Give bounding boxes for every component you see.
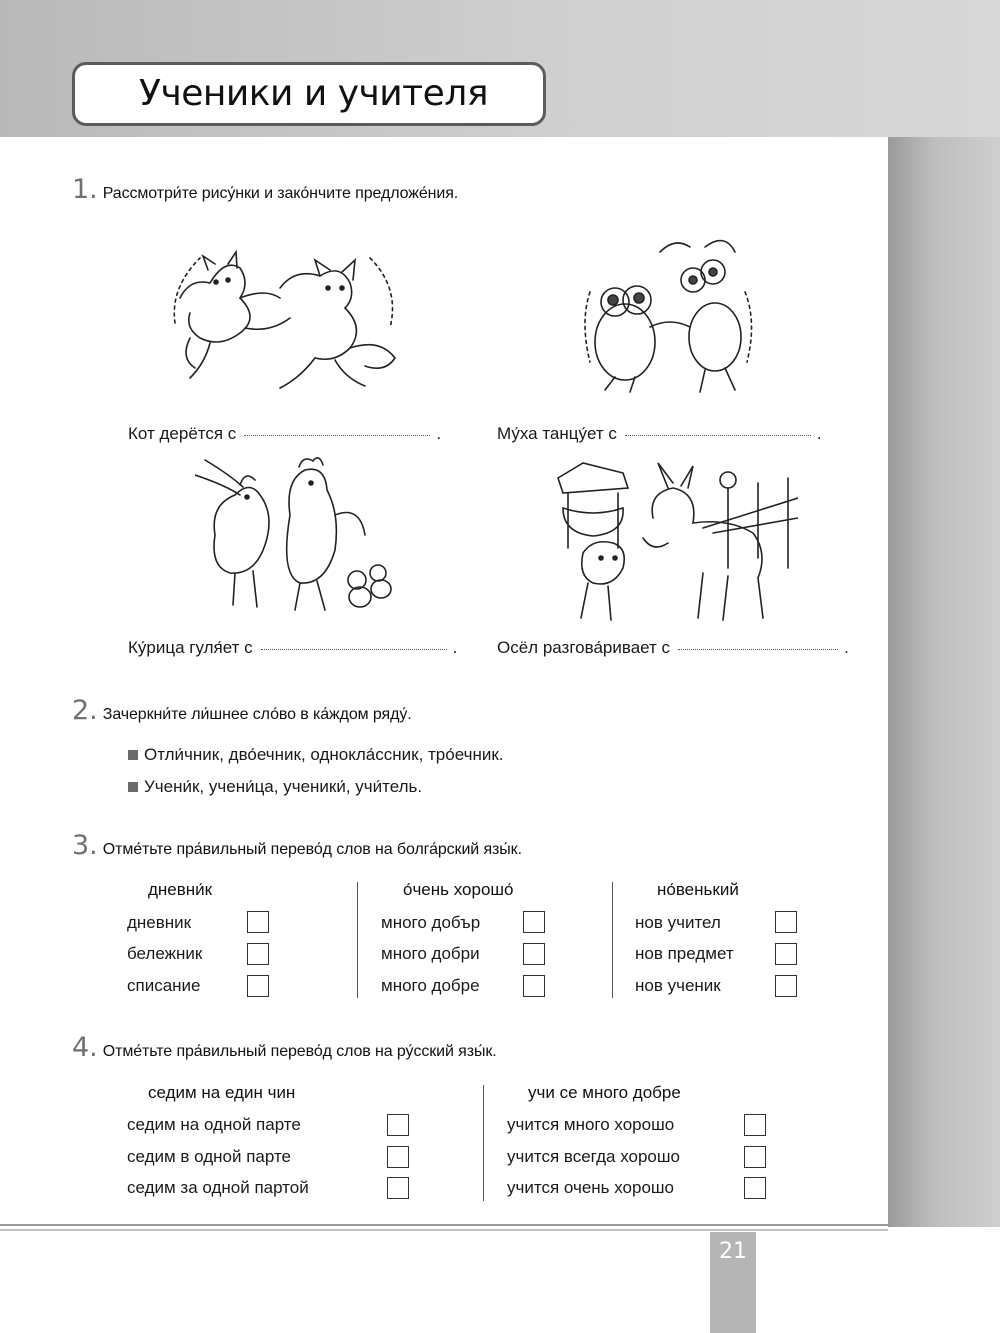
- dancing-flies-illustration: [575, 232, 760, 398]
- sentence-text: Осёл разгова́ривает с: [497, 638, 671, 657]
- sentence-text: Му́ха танцу́ет с: [497, 424, 617, 443]
- checkbox[interactable]: [744, 1177, 766, 1199]
- sentence-text: Ку́рица гуля́ет с: [128, 638, 253, 657]
- side-band: [888, 137, 1000, 1227]
- checkbox[interactable]: [744, 1114, 766, 1136]
- checkbox[interactable]: [247, 975, 269, 997]
- task1-instruction: Рассмотри́те рису́нки и зако́нчите предложе́ния.: [102, 185, 459, 202]
- task4-col1-option-3: седим за одной партой: [127, 1178, 309, 1197]
- checkbox[interactable]: [387, 1177, 409, 1199]
- task4-col2-option-2: учится всегда хорошо: [507, 1147, 680, 1166]
- task3-col2-option-2: много добри: [381, 944, 480, 963]
- page-title: Ученики и учителя: [139, 73, 488, 114]
- footer-rule: [0, 1224, 888, 1232]
- task1-number: 1.: [72, 174, 98, 205]
- checkbox[interactable]: [775, 911, 797, 933]
- task4-col1-heading: седим на един чин: [148, 1083, 296, 1102]
- task4-col1-option-1: седим на одной парте: [127, 1115, 301, 1134]
- task2-row-2: [128, 777, 422, 797]
- task3-col1-option-2: бележник: [127, 944, 203, 963]
- task2-number: 2.: [72, 695, 98, 726]
- task3-col1-option-1: дневник: [127, 913, 192, 932]
- task3-col3-option-1: нов учител: [635, 913, 721, 932]
- answer-blank[interactable]: [625, 435, 811, 436]
- checkbox[interactable]: [744, 1146, 766, 1168]
- task4-col2-option-3: учится очень хорошо: [507, 1178, 675, 1197]
- column-divider: [483, 1085, 484, 1201]
- page-number: 21: [719, 1239, 747, 1264]
- column-divider: [357, 882, 358, 998]
- task4-col1-option-2: седим в одной парте: [127, 1147, 292, 1166]
- donkey-dog-illustration: [553, 458, 798, 626]
- answer-blank[interactable]: [244, 435, 430, 436]
- checkbox[interactable]: [775, 975, 797, 997]
- word-row[interactable]: Отли́чник, дво́ечник, однокла́ссник, тро́ечник.: [144, 745, 504, 764]
- bullet-square-icon: [128, 782, 138, 792]
- task3-col1-option-3: списание: [127, 976, 201, 995]
- task4-col2-heading: учи се много добре: [528, 1083, 681, 1102]
- task3-instruction: Отме́тьте пра́вильный перево́д слов на болга́рский язы́к.: [102, 841, 522, 858]
- answer-blank[interactable]: [261, 649, 447, 650]
- task3-col2-option-3: много добре: [381, 976, 480, 995]
- task3-col3-option-2: нов предмет: [635, 944, 734, 963]
- task1-sentence-2: [497, 424, 822, 444]
- task3-heading: [72, 830, 522, 861]
- task3-col1-heading: дневни́к: [148, 880, 213, 899]
- task4-col2-option-1: учится много хорошо: [507, 1115, 675, 1134]
- task1-sentence-1: [128, 424, 441, 444]
- task1-sentence-4: [497, 638, 849, 658]
- sentence-text: Кот дерётся с: [128, 424, 237, 443]
- checkbox[interactable]: [523, 911, 545, 933]
- task4-instruction: Отме́тьте пра́вильный перево́д слов на ру́сский язы́к.: [102, 1043, 497, 1060]
- checkbox[interactable]: [775, 943, 797, 965]
- cat-dog-fight-illustration: [170, 238, 400, 396]
- task3-col2-option-1: много добър: [381, 913, 481, 932]
- task3-col3-heading: но́венький: [657, 880, 739, 899]
- title-box: [72, 62, 546, 126]
- hen-rooster-illustration: [195, 455, 400, 623]
- checkbox[interactable]: [387, 1114, 409, 1136]
- checkbox[interactable]: [387, 1146, 409, 1168]
- task3-number: 3.: [72, 830, 98, 861]
- task2-heading: [72, 695, 412, 726]
- task4-number: 4.: [72, 1032, 98, 1063]
- sentence-end: .: [452, 638, 458, 657]
- bullet-square-icon: [128, 750, 138, 760]
- task3-col2-heading: о́чень хорошо́: [403, 880, 514, 899]
- sentence-end: .: [816, 424, 822, 443]
- checkbox[interactable]: [523, 943, 545, 965]
- task1-heading: [72, 174, 458, 205]
- task2-instruction: Зачеркни́те ли́шнее сло́во в ка́ждом ряду́.: [102, 706, 412, 723]
- task1-sentence-3: [128, 638, 457, 658]
- column-divider: [612, 882, 613, 998]
- sentence-end: .: [436, 424, 442, 443]
- checkbox[interactable]: [523, 975, 545, 997]
- checkbox[interactable]: [247, 911, 269, 933]
- task4-heading: [72, 1032, 497, 1063]
- word-row[interactable]: Учени́к, учени́ца, ученики́, учи́тель.: [144, 777, 423, 796]
- task2-row-1: [128, 745, 504, 765]
- answer-blank[interactable]: [678, 649, 838, 650]
- checkbox[interactable]: [247, 943, 269, 965]
- task3-col3-option-3: нов ученик: [635, 976, 721, 995]
- sentence-end: .: [844, 638, 849, 657]
